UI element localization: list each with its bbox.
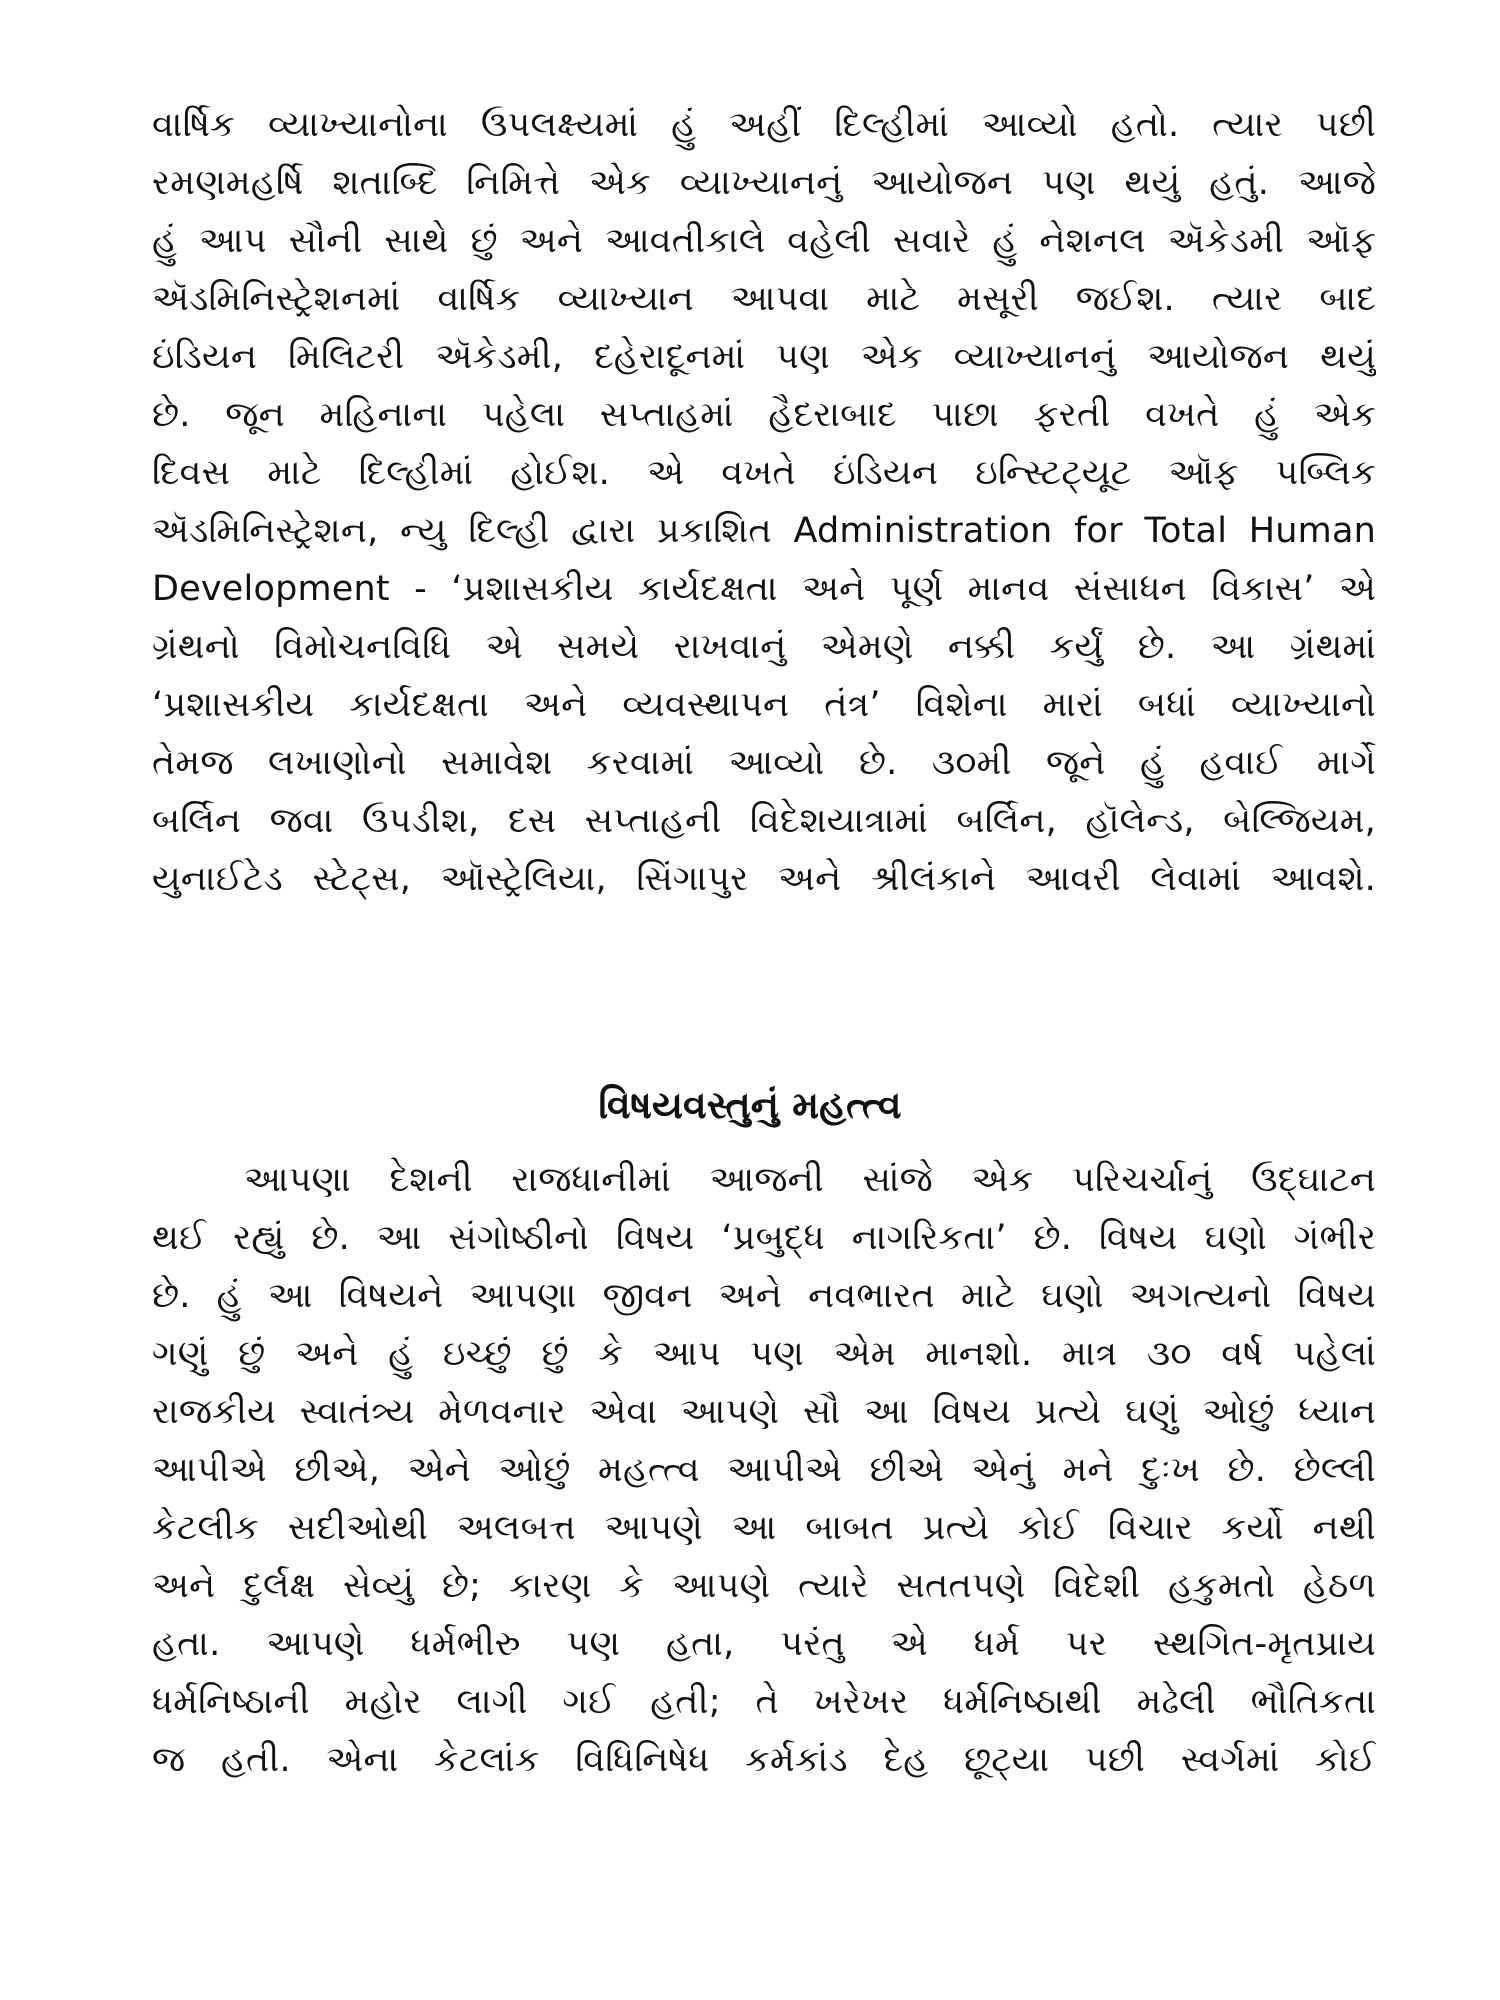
text-line: ‘પ્રશાસકીય કાર્યદક્ષતા અને વ્યવસ્થાપન તંત્ર’ વિશેના મારાં બધાં વ્યાખ્યાનો <box>152 685 1376 725</box>
text-line: તેમજ લખાણોનો સમાવેશ કરવામાં આવ્યો છે. ૩૦મી જૂને હું હવાઈ માર્ગે <box>152 743 1376 783</box>
text-line: છે. હું આ વિષયને આપણા જીવન અને નવભારત માટે ઘણો અગત્યનો વિષય <box>152 1276 1376 1316</box>
text-line: રાજકીય સ્વાતંત્ર્ય મેળવનાર એવા આપણે સૌ આ વિષય પ્રત્યે ઘણું ઓછું ધ્યાન <box>152 1392 1376 1432</box>
text-line: ઍડમિનિસ્ટ્રેશનમાં વાર્ષિક વ્યાખ્યાન આપવા માટે મસૂરી જઈશ. ત્યાર બાદ <box>152 279 1376 319</box>
text-line: આપણા દેશની રાજધાનીમાં આજની સાંજે એક પરિચર્ચાનું ઉદ્ઘાટન <box>244 1160 1376 1200</box>
text-line: આપીએ છીએ, એને ઓછું મહત્ત્વ આપીએ છીએ એનું મને દુઃખ છે. છેલ્લી <box>152 1450 1376 1490</box>
text-line: વાર્ષિક વ્યાખ્યાનોના ઉપલક્ષ્યમાં હું અહીં દિલ્હીમાં આવ્યો હતો. ત્યાર પછી <box>152 105 1376 145</box>
text-line: Development - ‘પ્રશાસકીય કાર્યદક્ષતા અને પૂર્ણ માનવ સંસાધન વિકાસ’ એ <box>152 569 1376 609</box>
text-line: રમણમહર્ષિ શતાબ્દિ નિમિત્તે એક વ્યાખ્યાનનું આયોજન પણ થયું હતું. આજે <box>152 163 1376 203</box>
text-line: કેટલીક સદીઓથી અલબત્ત આપણે આ બાબત પ્રત્યે કોઈ વિચાર કર્યો નથી <box>152 1508 1376 1548</box>
text-line: જ હતી. એના કેટલાંક વિધિનિષેધ કર્મકાંડ દેહ છૂટ્યા પછી સ્વર્ગમાં કોઈ <box>152 1740 1376 1780</box>
text-line: ઇંડિયન મિલિટરી ઍકેડમી, દહેરાદૂનમાં પણ એક વ્યાખ્યાનનું આયોજન થયું <box>152 337 1376 377</box>
paragraph-topic-importance <box>152 1151 1376 1789</box>
text-line: ગ્રંથનો વિમોચનવિધિ એ સમયે રાખવાનું એમણે નક્કી કર્યું છે. આ ગ્રંથમાં <box>152 627 1376 667</box>
text-line: છે. જૂન મહિનાના પહેલા સપ્તાહમાં હૈદરાબાદ પાછા ફરતી વખતે હું એક <box>152 395 1376 435</box>
text-line: અને દુર્લક્ષ સેવ્યું છે; કારણ કે આપણે ત્યારે સતતપણે વિદેશી હકુમતો હેઠળ <box>152 1566 1376 1606</box>
text-line: ઍડમિનિસ્ટ્રેશન, ન્યુ દિલ્હી દ્વારા પ્રકાશિત Administration for Total Human <box>152 511 1376 551</box>
text-line: ગણું છું અને હું ઇચ્છું છું કે આપ પણ એમ માનશો. માત્ર ૩૦ વર્ષ પહેલાં <box>152 1334 1376 1374</box>
paragraph-lectures-schedule <box>152 96 1376 908</box>
text-line: દિવસ માટે દિલ્હીમાં હોઈશ. એ વખતે ઇંડિયન ઇન્સ્ટિટ્યૂટ ઑફ પબ્લિક <box>152 453 1376 493</box>
text-line: ધર્મનિષ્ઠાની મહોર લાગી ગઈ હતી; તે ખરેખર ધર્મનિષ્ઠાથી મઢેલી ભૌતિકતા <box>152 1682 1376 1722</box>
text-line: યુનાઈટેડ સ્ટેટ્સ, ઑસ્ટ્રેલિયા, સિંગાપુર અને શ્રીલંકાને આવરી લેવામાં આવશે. <box>152 859 1376 899</box>
text-line: હું આપ સૌની સાથે છું અને આવતીકાલે વહેલી સવારે હું નેશનલ ઍકેડમી ઑફ <box>152 221 1376 261</box>
text-line: બર્લિન જવા ઉપડીશ, દસ સપ્તાહની વિદેશયાત્રામાં બર્લિન, હૉલેન્ડ, બેલ્જિયમ, <box>152 801 1376 841</box>
text-line: થઈ રહ્યું છે. આ સંગોષ્ઠીનો વિષય ‘પ્રબુદ્ધ નાગરિકતા’ છે. વિષય ઘણો ગંભીર <box>152 1218 1376 1258</box>
text-line: હતા. આપણે ધર્મભીરુ પણ હતા, પરંતુ એ ધર્મ પર સ્થગિત-મૃતપ્રાય <box>152 1624 1376 1664</box>
section-heading: વિષયવસ્તુનું મહત્ત્વ <box>598 1083 902 1127</box>
